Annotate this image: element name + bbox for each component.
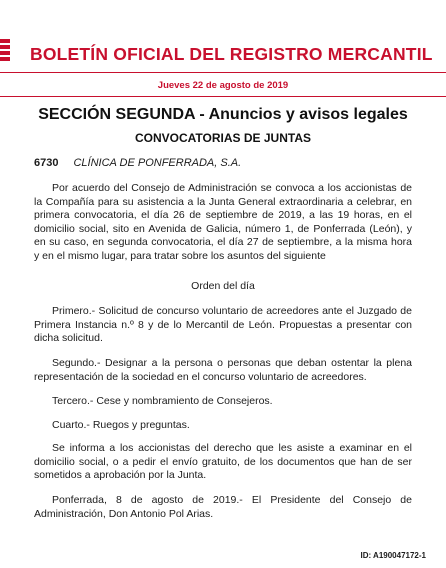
agenda-item-1: Primero.- Solicitud de concurso voluntario de acreedores ante el Juzgado de Primera Instancia n.º 8 y de lo Mercantil de León. Propuestas a presentar con dicha solicitud. <box>34 305 412 344</box>
notice-number: 6730 <box>34 157 59 169</box>
header-rule-top <box>0 72 446 73</box>
bulletin-title: BOLETÍN OFICIAL DEL REGISTRO MERCANTIL <box>30 44 433 64</box>
agenda-item-3: Tercero.- Cese y nombramiento de Consejeros. <box>52 395 273 407</box>
signature-paragraph: Ponferrada, 8 de agosto de 2019.- El Presidente del Consejo de Administración, Don Antonio Pol Arias. <box>34 494 412 520</box>
agenda-item-2: Segundo.- Designar a la persona o personas que deban ostentar la plena representación de la sociedad en el concurso voluntario de acreedores. <box>34 357 412 383</box>
info-paragraph: Se informa a los accionistas del derecho que les asiste a examinar en el domicilio social, o a pedir el envío gratuito, de los documentos que han de ser sometidos a aprobación por la Junta. <box>34 442 412 481</box>
notice-id: ID: A190047172-1 <box>360 551 426 560</box>
section-title: SECCIÓN SEGUNDA - Anuncios y avisos legales <box>38 106 408 123</box>
notice-heading <box>34 157 241 169</box>
agenda-title: Orden del día <box>191 280 255 292</box>
company-name: CLÍNICA DE PONFERRADA, S.A. <box>73 157 242 169</box>
agenda-item-4: Cuarto.- Ruegos y preguntas. <box>52 419 190 431</box>
boe-stripes-icon <box>0 39 10 63</box>
convocation-paragraph: Por acuerdo del Consejo de Administración se convoca a los accionistas de la Compañía para su asistencia a la Junta General extraordinaria a celebrar, en primera convocatoria, el día 26 de septiembre de 2019, a las 19 horas, en el domicilio social, sito en Avenida de Galicia, número 1, de Ponferrada (León), y en su caso, en segunda convocatoria, el día 27 de septiembre, a la misma hora y en el mismo lugar, para tratar sobre los asuntos del siguiente <box>34 182 412 262</box>
bulletin-date: Jueves 22 de agosto de 2019 <box>157 80 289 91</box>
header-rule-bottom <box>0 96 446 97</box>
section-subtitle: CONVOCATORIAS DE JUNTAS <box>134 131 311 145</box>
